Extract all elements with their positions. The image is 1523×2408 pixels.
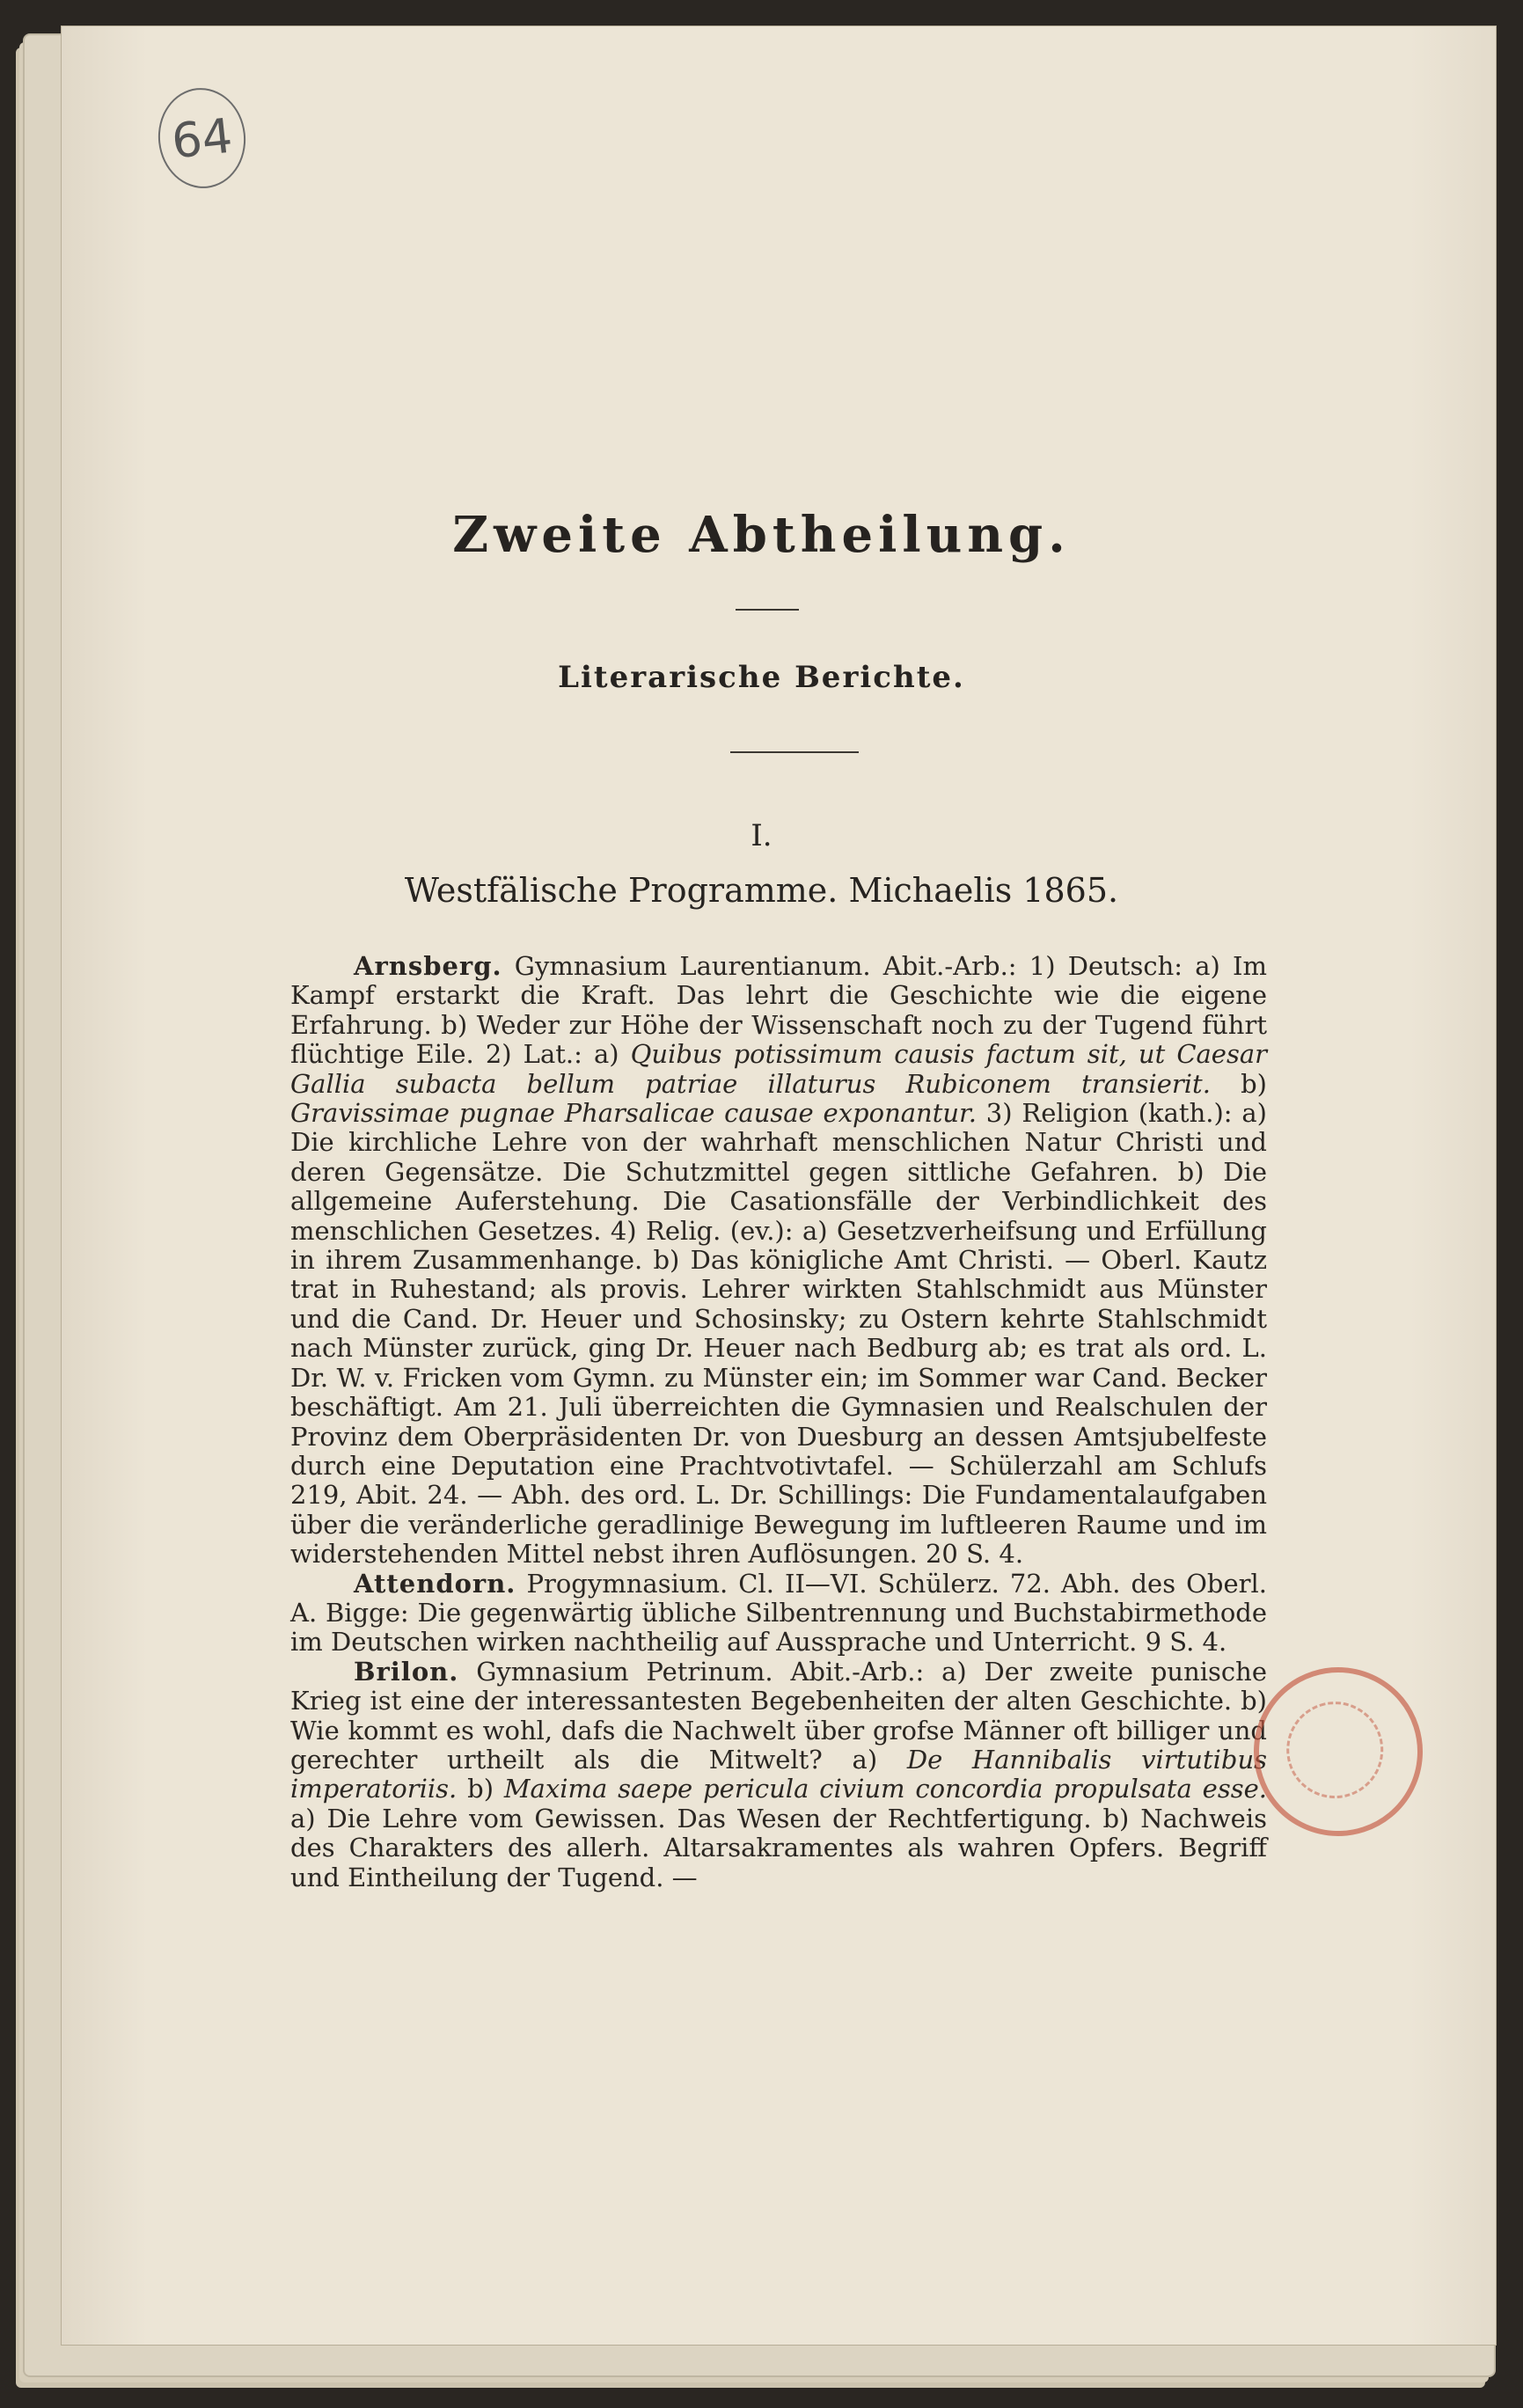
entry-arnsberg <box>290 952 1267 1570</box>
entry-brilon <box>290 1658 1267 1892</box>
entry-text: Gymnasium Laurentianum. Abit.-Arb.: 1) Deutsch: a) Im Kampf erstarkt die Kraft. Das lehrt die Geschichte wie die eigene Erfahrung. b) Weder zur Höhe der Wissenschaft noch zu der Tugend führt flüchtige Eile. 2) Lat.: a) <box>290 951 1267 1070</box>
section-numeral: I. <box>751 818 772 853</box>
divider-rule <box>736 609 799 611</box>
page-title: Zweite Abtheilung. <box>452 506 1071 564</box>
folio-number: 64 <box>153 84 250 193</box>
entry-text: b) <box>1210 1068 1267 1099</box>
article-body <box>290 952 1267 1892</box>
stamp-inner-ring <box>1274 1689 1396 1811</box>
divider-rule <box>730 751 859 753</box>
latin-topic: Maxima saepe pericula civium concordia propulsata esse. <box>503 1774 1267 1804</box>
entry-text: b) <box>457 1774 504 1804</box>
entry-text: Progymnasium. Cl. II—VI. Schülerz. 72. Abh. des Oberl. A. Bigge: Die gegenwärtig übliche Silbentrennung und Buchstabirmethode im Deutschen wirken nachtheilig auf Aussprache und Unterricht. 9 S. 4. <box>290 1568 1267 1658</box>
entry-attendorn <box>290 1570 1267 1658</box>
entry-text: Gymnasium Petrinum. Abit.-Arb.: a) Der zweite punische Krieg ist eine der interessantesten Begebenheiten der alten Geschichte. b) Wie kommt es wohl, dafs die Nachwelt über grofse Männer oft billiger und gerechter urtheilt als die Mitwelt? a) <box>290 1656 1267 1775</box>
entry-text: a) Die Lehre vom Gewissen. Das Wesen der Rechtfertigung. b) Nachweis des Charakters des allerh. Altarsakramentes als wahren Opfers. Begriff und Eintheilung der Tugend. — <box>290 1803 1267 1892</box>
latin-topic: Gravissimae pugnae Pharsalicae causae exponantur. <box>290 1098 977 1129</box>
place-name: Attendorn. <box>354 1568 516 1599</box>
place-name: Arnsberg. <box>354 951 502 981</box>
latin-topic: Quibus potissimum causis factum sit, ut Caesar Gallia subacta bellum patriae illaturus Rubiconem transierit. <box>290 1039 1267 1099</box>
place-name: Brilon. <box>354 1656 459 1687</box>
section-subtitle: Literarische Berichte. <box>558 660 965 695</box>
latin-topic: De Hannibalis virtutibus imperatoriis. <box>290 1744 1268 1804</box>
entry-text: 3) Religion (kath.): a) Die kirchliche Lehre von der wahrhaft menschlichen Natur Christi und deren Gegensätze. Die Schutzmittel gegen sittliche Gefahren. b) Die allgemeine Auferstehung. Die Casationsfälle der Verbindlichkeit des menschlichen Gesetzes. 4) Relig. (ev.): a) Gesetzverheifsung und Erfüllung in ihrem Zusammenhange. b) Das königliche Amt Christi. — Oberl. Kautz trat in Ruhestand; als provis. Lehrer wirkten Stahlschmidt aus Münster und die Cand. Dr. Heuer und Schosinsky; zu Ostern kehrte Stahlschmidt nach Münster zurück, ging Dr. Heuer nach Bedburg ab; es trat als ord. L. Dr. W. v. Fricken vom Gymn. zu Münster ein; im Sommer war Cand. Becker beschäftigt. Am 21. Juli überreichten die Gymnasien und Realschulen der Provinz dem Oberpräsidenten Dr. von Duesburg an dessen Amtsjubelfeste durch eine Deputation eine Prachtvotivtafel. — Schülerzahl am Schlufs 219, Abit. 24. — Abh. des ord. L. Dr. Schillings: Die Fundamentalaufgaben über die veränderliche geradlinige Bewegung im luftleeren Raume und im widerstehenden Mittel nebst ihren Auflösungen. 20 S. 4. <box>290 1098 1267 1570</box>
section-heading: Westfälische Programme. Michaelis 1865. <box>404 871 1119 910</box>
